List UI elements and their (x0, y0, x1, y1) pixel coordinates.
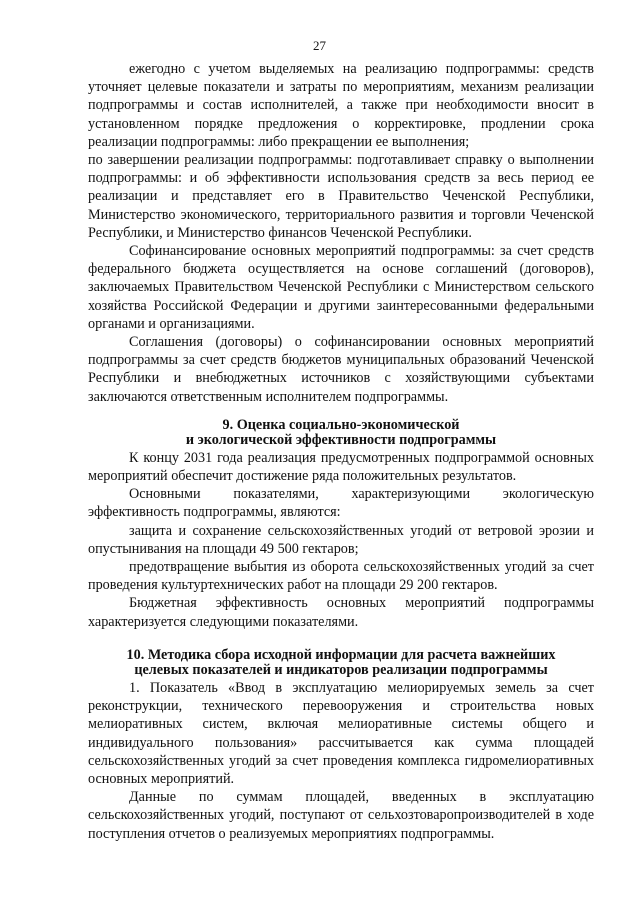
section-9-paragraph: защита и сохранение сельскохозяйственных угодий от ветровой эрозии и опустынивания на площади 49 500 гектаров; (88, 522, 594, 557)
section-10-paragraph: Данные по суммам площадей, введенных в эксплуатацию сельскохозяйственных угодий, поступают от сельхозтоваропроизводителей в ходе поступления отчетов о реализуемых мероприятиях подпрограммы. (88, 789, 594, 842)
section-10-heading (88, 648, 594, 679)
paragraph-monitoring-duties: ежегодно с учетом выделяемых на реализацию подпрограммы: средств уточняет целевые показатели и затраты по мероприятиям, механизм реализации подпрограммы и состав исполнителей, а также при необходимости вносит в установленном порядке предложения о корректировке, продлении срока реализации подпрограммы: либо прекращении ее выполнения; (88, 61, 594, 150)
section-10-heading-line-1: 10. Методика сбора исходной информации для расчета важнейших (126, 646, 556, 663)
section-9-paragraph: Основными показателями, характеризующими экологическую эффективность подпрограммы, являются: (88, 486, 594, 521)
section-10-heading-line-2: целевых показателей и индикаторов реализации подпрограммы (134, 662, 548, 679)
section-9-paragraph: К концу 2031 года реализация предусмотренных подпрограммой основных мероприятий обеспечит достижение ряда положительных результатов. (88, 449, 594, 485)
section-9-paragraph: предотвращение выбытия из оборота сельскохозяйственных угодий за счет проведения культуртехнических работ на площади 29 200 гектаров. (88, 559, 594, 594)
paragraph-cofinancing-federal: Софинансирование основных мероприятий подпрограммы: за счет средств федерального бюджета осуществляется на основе соглашений (договоров), заключаемых Правительством Чеченской Республики с Министерством сельского хозяйства Российской Федерации и другими заинтересованными федеральными органами и организациями. (88, 243, 594, 332)
section-9-heading-line-2: и экологической эффективности подпрограммы (185, 432, 497, 449)
section-9-paragraph: Бюджетная эффективность основных мероприятий подпрограммы характеризуется следующими показателями. (88, 595, 594, 630)
page-content (88, 60, 594, 843)
paragraph-cofinancing-agreements: Соглашения (договоры) о софинансировании основных мероприятий подпрограммы за счет средств бюджетов муниципальных образований Чеченской Республики и внебюджетных источников с хозяйствующими субъектами заключаются ответственным исполнителем подпрограммы. (88, 334, 594, 405)
paragraph-completion-report: по завершении реализации подпрограммы: подготавливает справку о выполнении подпрограммы: и об эффективности использования средств за весь период ее реализации и представляет его в Правительство Чеченской Республики, Министерство экономического, территориального развития и торговли Чеченской Республики, и Министерство финансов Чеченской Республики. (88, 152, 594, 241)
section-9-heading (88, 418, 594, 449)
section-9-heading-line-1: 9. Оценка социально-экономической (222, 416, 460, 433)
page-number: 27 (313, 38, 326, 53)
section-10-paragraph: 1. Показатель «Ввод в эксплуатацию мелиорируемых земель за счет реконструкции, технического перевооружения и строительства новых мелиоративных систем, включая мелиоративные системы общего и индивидуального пользования» рассчитывается как сумма площадей сельскохозяйственных угодий за счет проведения комплекса гидромелиоративных основных мероприятий. (88, 679, 594, 787)
